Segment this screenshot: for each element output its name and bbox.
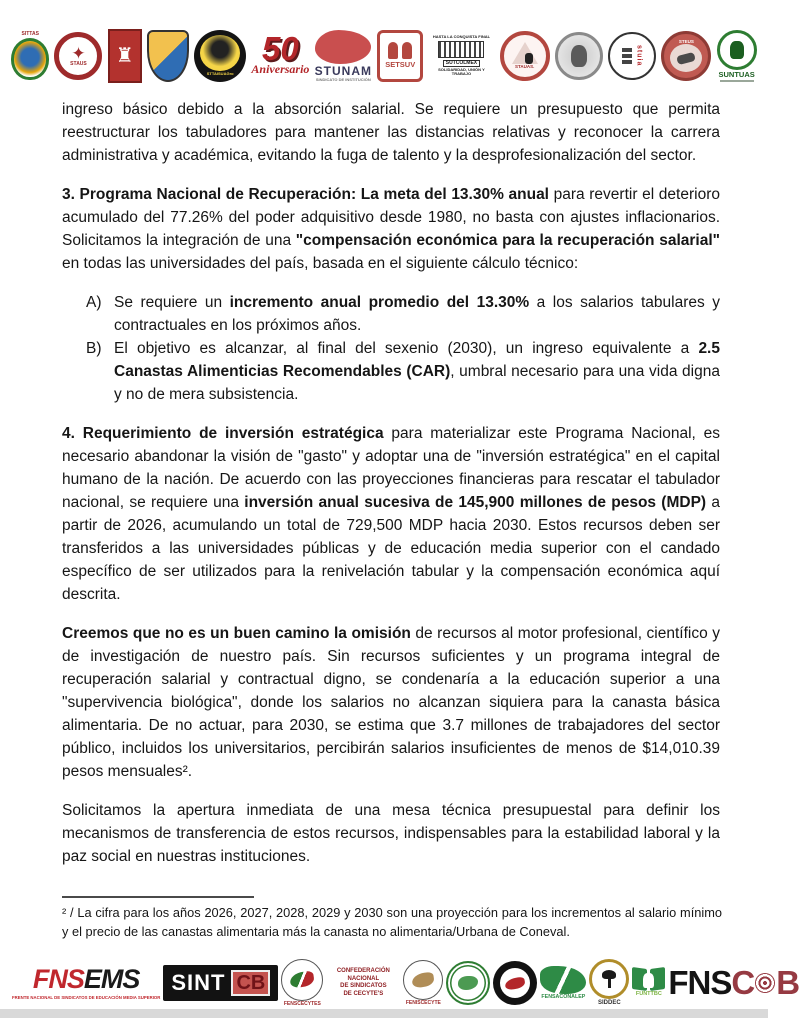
- text-segment: de recursos al motor profesional, científico y de investigación de nuestro país. Sin recursos suficientes y un programa integral de recuperación salarial y contractual digno, se condenaría a la educación superior a una "supervivencia biológica", donde los salarios no alcanzan siquiera para la canasta básica alimentaria. De no actuar, para 2030, se estima que 3.7 millones de trabajadores del sector público, incluidos los universitarios, percibirán salarios insuficientes de menos de $14,010.39 pesos mensuales².: [62, 625, 720, 780]
- anniversary-script: Aniversario: [251, 62, 310, 77]
- logo-sttaisuag: [194, 30, 246, 82]
- sittas-shield-icon: [11, 38, 49, 80]
- stunam-wordmark: STUNAM: [314, 63, 372, 78]
- suntuas-subtitle-bar: [720, 80, 754, 82]
- sintcb-plate-icon: [163, 965, 278, 1001]
- castle-icon: ♜: [115, 45, 134, 67]
- stauas-label: STAUAS.: [514, 64, 535, 70]
- list-item-a: [86, 291, 720, 337]
- siddec-label: SIDDEC: [598, 1000, 621, 1007]
- list-item-a-text: [114, 291, 720, 337]
- hands-icon: [315, 30, 371, 64]
- steus-label: STEUS: [678, 38, 694, 44]
- typewriter-icon: [438, 41, 484, 58]
- paragraph-creemos-omision: [62, 622, 720, 783]
- logo-stuia: [608, 32, 656, 80]
- logo-steus: [661, 31, 711, 81]
- suntuas-seal-icon: [717, 30, 757, 70]
- mexico-map-icon: [540, 966, 586, 994]
- feniscecyte-label: FENISCECYTE: [405, 999, 441, 1006]
- stunam-subtitle: SINDICATO DE INSTITUCIÓN: [315, 76, 371, 82]
- top-logo-band: [8, 16, 760, 96]
- fensaconalep-label: FENSACONALEP: [541, 993, 586, 1000]
- cb-wordmark: CB: [231, 970, 270, 996]
- text-segment: Se requiere un: [114, 294, 230, 311]
- logo-50-aniversario: [251, 30, 310, 77]
- paragraph-mesa-tecnica: [62, 799, 720, 868]
- logo-green-union-seal: [446, 961, 490, 1005]
- document-body: [62, 98, 720, 884]
- logo-funttbc: [632, 968, 665, 997]
- hand-icon: [643, 973, 654, 988]
- tree-icon: [600, 970, 618, 988]
- sttaisuag-seal-icon: [194, 30, 246, 82]
- eagle-crest-icon: [571, 45, 587, 67]
- text-segment: a partir de 2026, acumulando un total de 729,500 MDP hacia 2030. Estos recursos deben ser transferidos a las universidades públicas y de educación media superior con el candado específico de ser utilizados para la renivelación tabular y la compensación económica aquí descrita.: [62, 494, 720, 603]
- cecytes-line-1: CONFEDERACIÓN: [336, 968, 390, 974]
- text-segment: para revertir el deterioro acumulado del 77.26% del poder adquisitivo desde 1980, no basta con ajustes inflacionarios. Solicitamos la integración de una: [62, 186, 720, 249]
- text-segment: para materializar este Programa Nacional, es necesario abandonar la visión de "gasto" y adoptar una de "inversión estratégica" en el capital humano de la nación. De acuerdo con las proyecciones financieras para rescatar el tabulador nacional, se requiere una: [62, 425, 721, 511]
- stuia-seal-icon: [608, 32, 656, 80]
- logo-stunam: [315, 30, 372, 83]
- text-segment: 3. Programa Nacional de Recuperación: La meta del 13.30% anual: [62, 186, 554, 203]
- fnsems-wordmark-black: EMS: [83, 964, 140, 995]
- fenscecytes-seal-icon: [281, 959, 323, 1001]
- setsuv-seal-icon: [377, 30, 423, 82]
- list-item-b: [86, 337, 720, 406]
- fenscecytes-label: FENSCECYTES: [283, 1000, 321, 1007]
- suntuas-wordmark: SUNTUAS: [718, 69, 755, 79]
- fnscb-wordmark-b: B: [776, 963, 799, 1001]
- paragraph-inversion-estrategica: [62, 422, 720, 606]
- dove-icon: [458, 976, 478, 990]
- logo-fnsems: [12, 965, 160, 1000]
- handshake-icon: [677, 52, 697, 65]
- mexico-map-icon: [505, 976, 527, 990]
- raised-hands-icon: [388, 42, 412, 59]
- paragraph-salary-absorption: [62, 98, 720, 167]
- deer-icon: [730, 41, 744, 59]
- sittas-label: SITTAS: [21, 31, 39, 38]
- fnsems-wordmark-red: FNS: [32, 964, 84, 995]
- stauas-seal-icon: [500, 31, 550, 81]
- logo-cecytes-text: [326, 968, 400, 998]
- logo-feniscecyte: [403, 960, 443, 1007]
- list-marker-a: A): [86, 294, 102, 311]
- feniscecyte-seal-icon: [403, 960, 443, 1000]
- text-segment: incremento anual promedio del 13.30%: [229, 294, 530, 311]
- list-item-b-text: [114, 337, 720, 406]
- logo-fnscb: [668, 965, 799, 1001]
- atom-icon: ✦: [71, 43, 86, 63]
- logo-udeg-shield: [147, 30, 189, 82]
- text-segment: Solicitamos la apertura inmediata de una mesa técnica presupuestal para definir los mecanismos de transferencia de estos recursos, indispensables para la estabilidad laboral y la paz social en nuestras instituciones.: [62, 802, 720, 865]
- text-segment: "compensación económica para la recuperación salarial": [295, 232, 720, 249]
- text-segment: en todas las universidades del país, basada en el siguiente cálculo técnico:: [62, 255, 579, 272]
- logo-setsuv: [377, 30, 423, 82]
- staus-seal-icon: [54, 32, 102, 80]
- logo-stauas: [500, 31, 550, 81]
- logo-sutcolmex: [428, 35, 494, 77]
- footnote-text: ² / La cifra para los años 2026, 2027, 2028, 2029 y 2030 son una proyección para los incrementos al salario mínimo y el precio de las canastas alimentaria más la canasta no alimentaria/Urbana de Coneval.: [62, 905, 722, 939]
- green-seal-icon: [446, 961, 490, 1005]
- mexico-map-icon: [289, 971, 315, 989]
- text-segment: , umbral necesario para una vida digna y no de mera subsistencia.: [114, 363, 720, 403]
- list-marker-b: B): [86, 340, 102, 357]
- eagle-icon: [200, 35, 240, 71]
- mexico-map-icon: [411, 971, 435, 988]
- open-book-hand-icon: [632, 968, 665, 990]
- calculation-list: [86, 291, 720, 406]
- logo-fensaconalep: [540, 966, 586, 1001]
- bottom-logo-band: [12, 956, 799, 1010]
- stuia-wordmark: stuia: [635, 45, 643, 67]
- scanner-edge-strip: [0, 1009, 768, 1018]
- logo-university-eagle-seal: [555, 32, 603, 80]
- logo-black-union-seal: [493, 961, 537, 1005]
- text-segment: Creemos que no es un buen camino la omisión: [62, 625, 416, 642]
- logo-suntuas: [717, 30, 757, 82]
- sint-wordmark: SINT: [171, 969, 226, 995]
- staus-label: STAUS: [70, 60, 87, 67]
- text-segment: 2.5 Canastas Alimenticias Recomendables (CAR): [114, 340, 720, 380]
- sutcolmex-motto-bottom: SOLIDARIDAD, UNIÓN Y TRABAJO: [438, 67, 485, 77]
- university-shield-icon: [147, 30, 189, 82]
- siddec-seal-icon: [589, 959, 629, 999]
- black-seal-icon: [493, 961, 537, 1005]
- footnote-area: [62, 896, 722, 941]
- footnote-divider: [62, 896, 254, 898]
- sttaisuag-label: STTAISUAGro: [206, 71, 234, 77]
- fnsems-subtitle: FRENTE NACIONAL DE SINDICATOS DE EDUCACIÓN MEDIA SUPERIOR: [12, 994, 161, 1000]
- spiral-icon: [755, 973, 775, 993]
- setsuv-wordmark: SETSUV: [385, 60, 416, 70]
- sutcolmex-wordmark: SUTCOLMEX: [443, 60, 480, 68]
- cecytes-line-4: DE CECYTE'S: [343, 990, 384, 997]
- fnscb-wordmark-c: C: [731, 963, 755, 1001]
- logo-fenscecytes: [281, 959, 323, 1008]
- logo-siddec: [589, 959, 629, 1007]
- fnscb-wordmark-black: FNS: [668, 963, 732, 1001]
- text-segment: a los salarios tabulares y contractuales en los próximos años.: [114, 294, 720, 334]
- cecytes-line-2: NACIONAL: [347, 975, 380, 982]
- cecytes-line-3: DE SINDICATOS: [340, 983, 387, 989]
- logo-union-banner: [108, 29, 142, 83]
- text-segment: inversión anual sucesiva de 145,900 millones de pesos (MDP): [244, 494, 707, 511]
- eagle-seal-icon: [555, 32, 603, 80]
- text-segment: El objetivo es alcanzar, al final del sexenio (2030), un ingreso equivalente a: [114, 340, 699, 357]
- anniversary-number: 50: [262, 30, 299, 68]
- steus-seal-icon: [661, 31, 711, 81]
- glyph-marks-icon: [622, 48, 632, 64]
- text-segment: 4. Requerimiento de inversión estratégica: [62, 425, 392, 442]
- text-segment: ingreso básico debido a la absorción salarial. Se requiere un presupuesto que permita reestructurar los tabuladores para mantener las distancias relativas y reconocer la carrera administrativa y académica, evitando la fuga de talento y la desprofesionalización del sector.: [62, 101, 720, 164]
- sutcolmex-motto-top: HASTA LA CONQUISTA FINAL: [432, 34, 491, 40]
- funttbc-label: FUNTTBC: [635, 991, 662, 998]
- logo-sittas: [11, 32, 49, 80]
- logo-sintcb: [163, 965, 278, 1001]
- fist-icon: [525, 53, 533, 64]
- paragraph-programa-nacional: [62, 183, 720, 275]
- red-banner-seal-icon: [108, 29, 142, 83]
- logo-staus: [54, 32, 102, 80]
